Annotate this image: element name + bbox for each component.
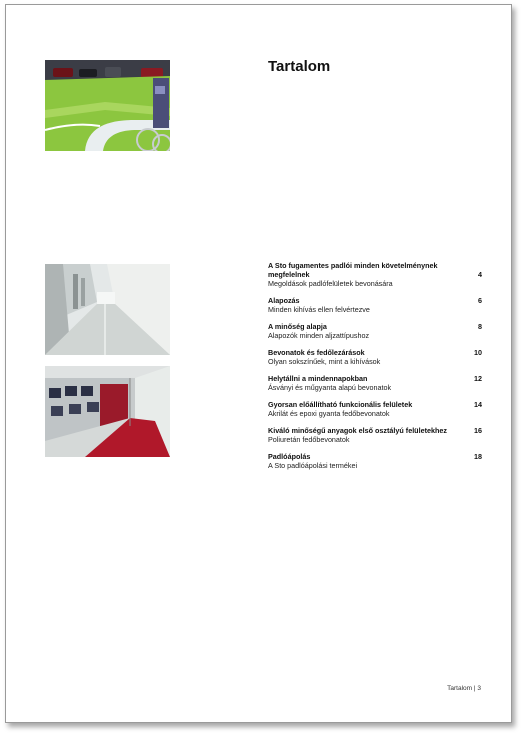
toc-subtitle: Poliuretán fedőbevonatok [268,435,350,444]
page-footer: Tartalom | 3 [447,685,481,692]
toc-entry[interactable] [268,426,482,444]
toc-entry[interactable] [268,322,482,340]
red-floor-office-photo [45,366,170,457]
toc-entry[interactable] [268,348,482,366]
toc-entry[interactable] [268,296,482,314]
toc-subtitle: Megoldások padlófelületek bevonására [268,279,393,288]
table-of-contents [268,261,482,478]
page-title: Tartalom [268,58,331,75]
toc-subtitle: Olyan sokszínűek, mint a kihívások [268,357,381,366]
document-page [5,4,512,723]
toc-entry[interactable] [268,374,482,392]
toc-subtitle: Akrilát és epoxi gyanta fedőbevonatok [268,409,390,418]
toc-subtitle: Minden kihívás ellen felvértezve [268,305,370,314]
toc-subtitle: Ásványi és műgyanta alapú bevonatok [268,383,392,392]
toc-page-number: 6 [478,296,482,305]
toc-heading: Alapozás [268,296,300,305]
toc-heading: A minőség alapja [268,322,327,331]
parking-garage-photo [45,60,170,151]
toc-entry[interactable] [268,400,482,418]
toc-heading: Helytállni a mindennapokban [268,374,368,383]
toc-entry[interactable] [268,261,482,288]
toc-heading: Bevonatok és fedőlezárások [268,348,365,357]
toc-subtitle: Alapozók minden aljzattípushoz [268,331,370,340]
toc-page-number: 12 [474,374,482,383]
toc-page-number: 4 [478,270,482,279]
toc-page-number: 14 [474,400,482,409]
toc-entry[interactable] [268,452,482,470]
toc-page-number: 18 [474,452,482,461]
corridor-photo [45,264,170,355]
toc-page-number: 16 [474,426,482,435]
toc-page-number: 8 [478,322,482,331]
toc-heading: Gyorsan előállítható funkcionális felületek [268,400,413,409]
toc-page-number: 10 [474,348,482,357]
toc-heading: A Sto fugamentes padlói minden követelménynek megfelelnek [268,261,438,279]
toc-heading: Padlóápolás [268,452,311,461]
toc-subtitle: A Sto padlóápolási termékei [268,461,358,470]
toc-heading: Kiváló minőségű anyagok első osztályú felületekhez [268,426,447,435]
